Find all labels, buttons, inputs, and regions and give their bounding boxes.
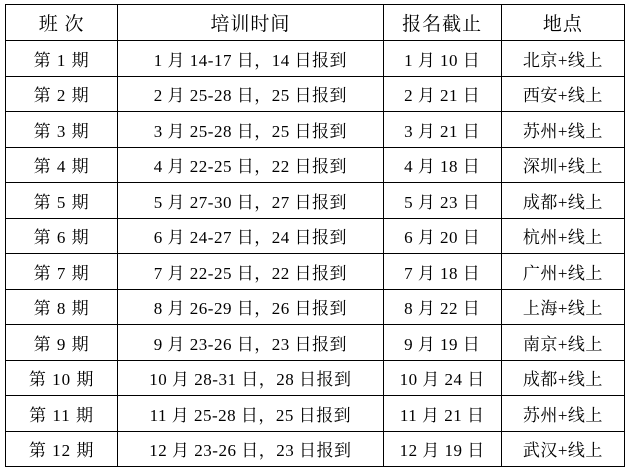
cell-location: 成都+线上 [501,183,624,219]
table-row [6,360,625,396]
table-row [6,183,625,219]
cell-location: 上海+线上 [501,289,624,325]
cell-time: 2 月 25-28 日，25 日报到 [118,76,383,112]
cell-deadline: 4 月 18 日 [383,147,501,183]
cell-location: 西安+线上 [501,76,624,112]
cell-deadline: 3 月 21 日 [383,112,501,148]
cell-deadline: 9 月 19 日 [383,325,501,361]
cell-term: 第 8 期 [6,289,118,325]
table-row [6,41,625,77]
cell-term: 第 12 期 [6,431,118,467]
table-row [6,218,625,254]
cell-term: 第 10 期 [6,360,118,396]
cell-location: 苏州+线上 [501,112,624,148]
cell-deadline: 2 月 21 日 [383,76,501,112]
cell-location: 广州+线上 [501,254,624,290]
cell-term: 第 4 期 [6,147,118,183]
header-deadline: 报名截止 [383,5,501,41]
cell-time: 6 月 24-27 日，24 日报到 [118,218,383,254]
cell-term: 第 7 期 [6,254,118,290]
table-row [6,76,625,112]
cell-deadline: 11 月 21 日 [383,396,501,432]
cell-location: 苏州+线上 [501,396,624,432]
header-location: 地点 [501,5,624,41]
cell-location: 南京+线上 [501,325,624,361]
table-row [6,325,625,361]
header-term: 班 次 [6,5,118,41]
cell-location: 武汉+线上 [501,431,624,467]
table-body [6,41,625,467]
cell-term: 第 5 期 [6,183,118,219]
table-row [6,289,625,325]
cell-deadline: 6 月 20 日 [383,218,501,254]
cell-term: 第 9 期 [6,325,118,361]
cell-term: 第 6 期 [6,218,118,254]
cell-time: 8 月 26-29 日，26 日报到 [118,289,383,325]
training-schedule-table [5,4,625,467]
cell-time: 3 月 25-28 日，25 日报到 [118,112,383,148]
cell-time: 11 月 25-28 日，25 日报到 [118,396,383,432]
cell-deadline: 7 月 18 日 [383,254,501,290]
cell-deadline: 12 月 19 日 [383,431,501,467]
cell-term: 第 2 期 [6,76,118,112]
table-row [6,431,625,467]
cell-deadline: 5 月 23 日 [383,183,501,219]
table-row [6,147,625,183]
table-header-row [6,5,625,41]
table-row [6,112,625,148]
cell-deadline: 1 月 10 日 [383,41,501,77]
cell-term: 第 1 期 [6,41,118,77]
table-row [6,254,625,290]
cell-deadline: 10 月 24 日 [383,360,501,396]
cell-time: 10 月 28-31 日，28 日报到 [118,360,383,396]
cell-time: 9 月 23-26 日，23 日报到 [118,325,383,361]
cell-time: 5 月 27-30 日，27 日报到 [118,183,383,219]
cell-time: 1 月 14-17 日，14 日报到 [118,41,383,77]
cell-term: 第 11 期 [6,396,118,432]
cell-term: 第 3 期 [6,112,118,148]
cell-time: 4 月 22-25 日，22 日报到 [118,147,383,183]
cell-time: 7 月 22-25 日，22 日报到 [118,254,383,290]
cell-location: 深圳+线上 [501,147,624,183]
cell-location: 成都+线上 [501,360,624,396]
table-row [6,396,625,432]
cell-location: 北京+线上 [501,41,624,77]
cell-deadline: 8 月 22 日 [383,289,501,325]
cell-location: 杭州+线上 [501,218,624,254]
cell-time: 12 月 23-26 日，23 日报到 [118,431,383,467]
header-training-time: 培训时间 [118,5,383,41]
